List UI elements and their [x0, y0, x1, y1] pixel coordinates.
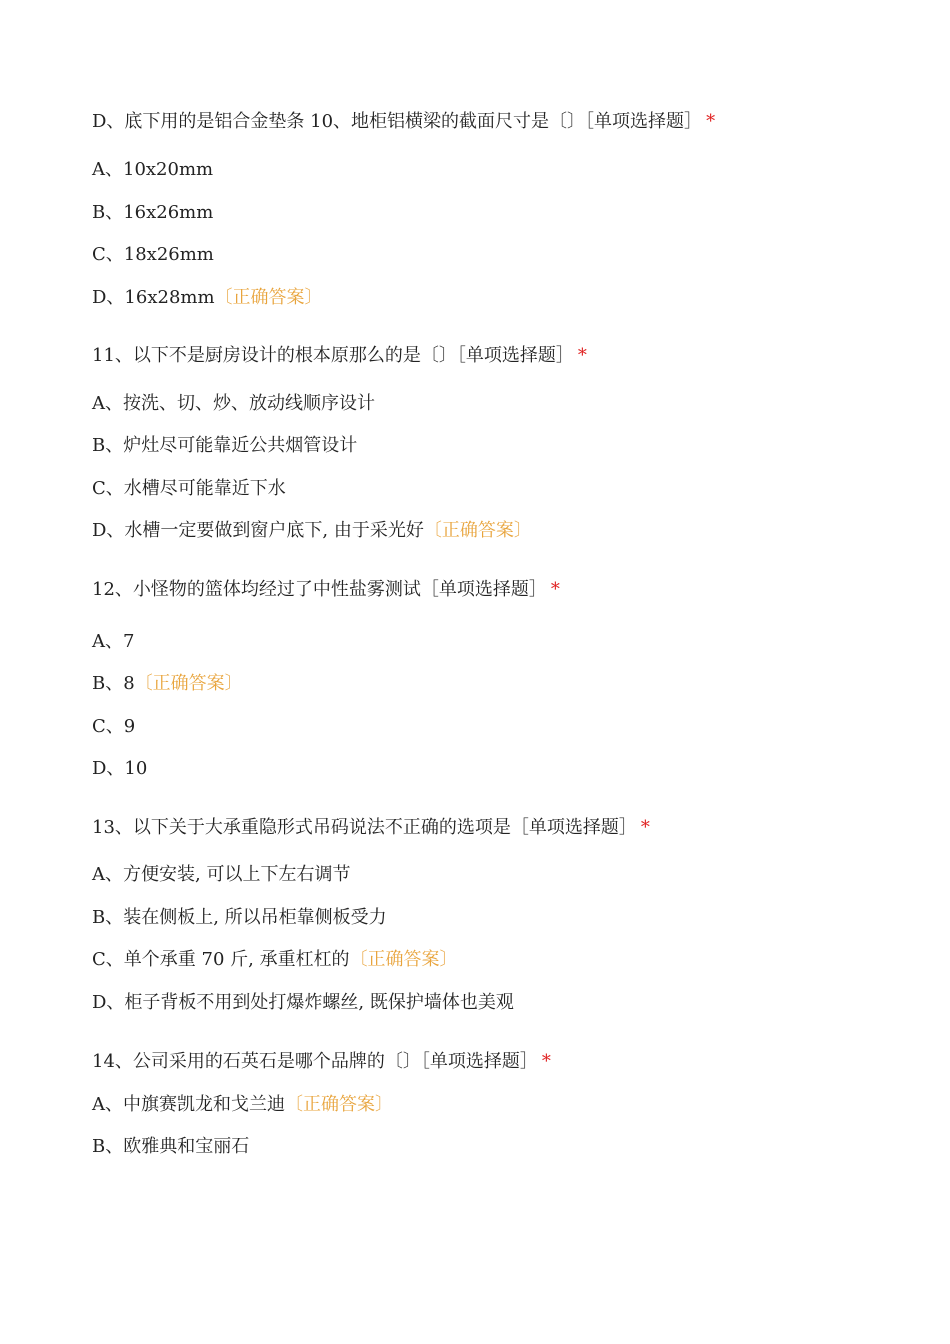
correct-answer-mark: 〔正确答案〕 — [423, 520, 532, 541]
option-item: C、单个承重 70 斤, 承重杠杠的〔正确答案〕 — [92, 949, 458, 970]
option-item: D、水槽一定要做到窗户底下, 由于采光好〔正确答案〕 — [92, 520, 532, 541]
question-title: 12、小怪物的篮体均经过了中性盐雾测试［单项选择题］ * — [92, 579, 560, 600]
question-title: D、底下用的是铝合金垫条 10、地柜铝横梁的截面尺寸是〔〕［单项选择题］ * — [92, 111, 716, 132]
correct-answer-mark: 〔正确答案〕 — [134, 673, 243, 694]
option-item: A、7 — [92, 631, 135, 652]
correct-answer-mark: 〔正确答案〕 — [214, 287, 323, 308]
option-item: D、16x28mm〔正确答案〕 — [92, 287, 323, 308]
question-title: 14、公司采用的石英石是哪个品牌的〔〕［单项选择题］ * — [92, 1051, 551, 1072]
option-item: C、9 — [92, 716, 136, 737]
option-item: A、方便安装, 可以上下左右调节 — [92, 864, 351, 885]
option-item: A、中旗赛凯龙和戈兰迪〔正确答案〕 — [92, 1094, 393, 1115]
option-item: B、欧雅典和宝丽石 — [92, 1136, 250, 1157]
required-mark: * — [706, 111, 716, 132]
option-item: B、装在侧板上, 所以吊柜靠侧板受力 — [92, 907, 387, 928]
correct-answer-mark: 〔正确答案〕 — [285, 1094, 393, 1115]
required-mark: * — [640, 817, 650, 838]
option-item: C、水槽尽可能靠近下水 — [92, 478, 286, 499]
option-item: A、10x20mm — [92, 159, 214, 180]
option-item: B、炉灶尽可能靠近公共烟管设计 — [92, 435, 358, 456]
option-item: B、16x26mm — [92, 202, 214, 223]
option-item: C、18x26mm — [92, 244, 214, 265]
question-title: 13、以下关于大承重隐形式吊码说法不正确的选项是［单项选择题］ * — [92, 817, 650, 838]
required-mark: * — [577, 345, 587, 366]
option-item: D、10 — [92, 758, 148, 779]
option-item: A、按洗、切、炒、放动线顺序设计 — [92, 393, 375, 414]
question-title: 11、以下不是厨房设计的根本原那么的是〔〕［单项选择题］ * — [92, 345, 587, 366]
option-item: B、8〔正确答案〕 — [92, 673, 243, 694]
option-item: D、柜子背板不用到处打爆炸螺丝, 既保护墙体也美观 — [92, 992, 514, 1013]
required-mark: * — [550, 579, 560, 600]
required-mark: * — [541, 1051, 551, 1072]
correct-answer-mark: 〔正确答案〕 — [349, 949, 458, 970]
